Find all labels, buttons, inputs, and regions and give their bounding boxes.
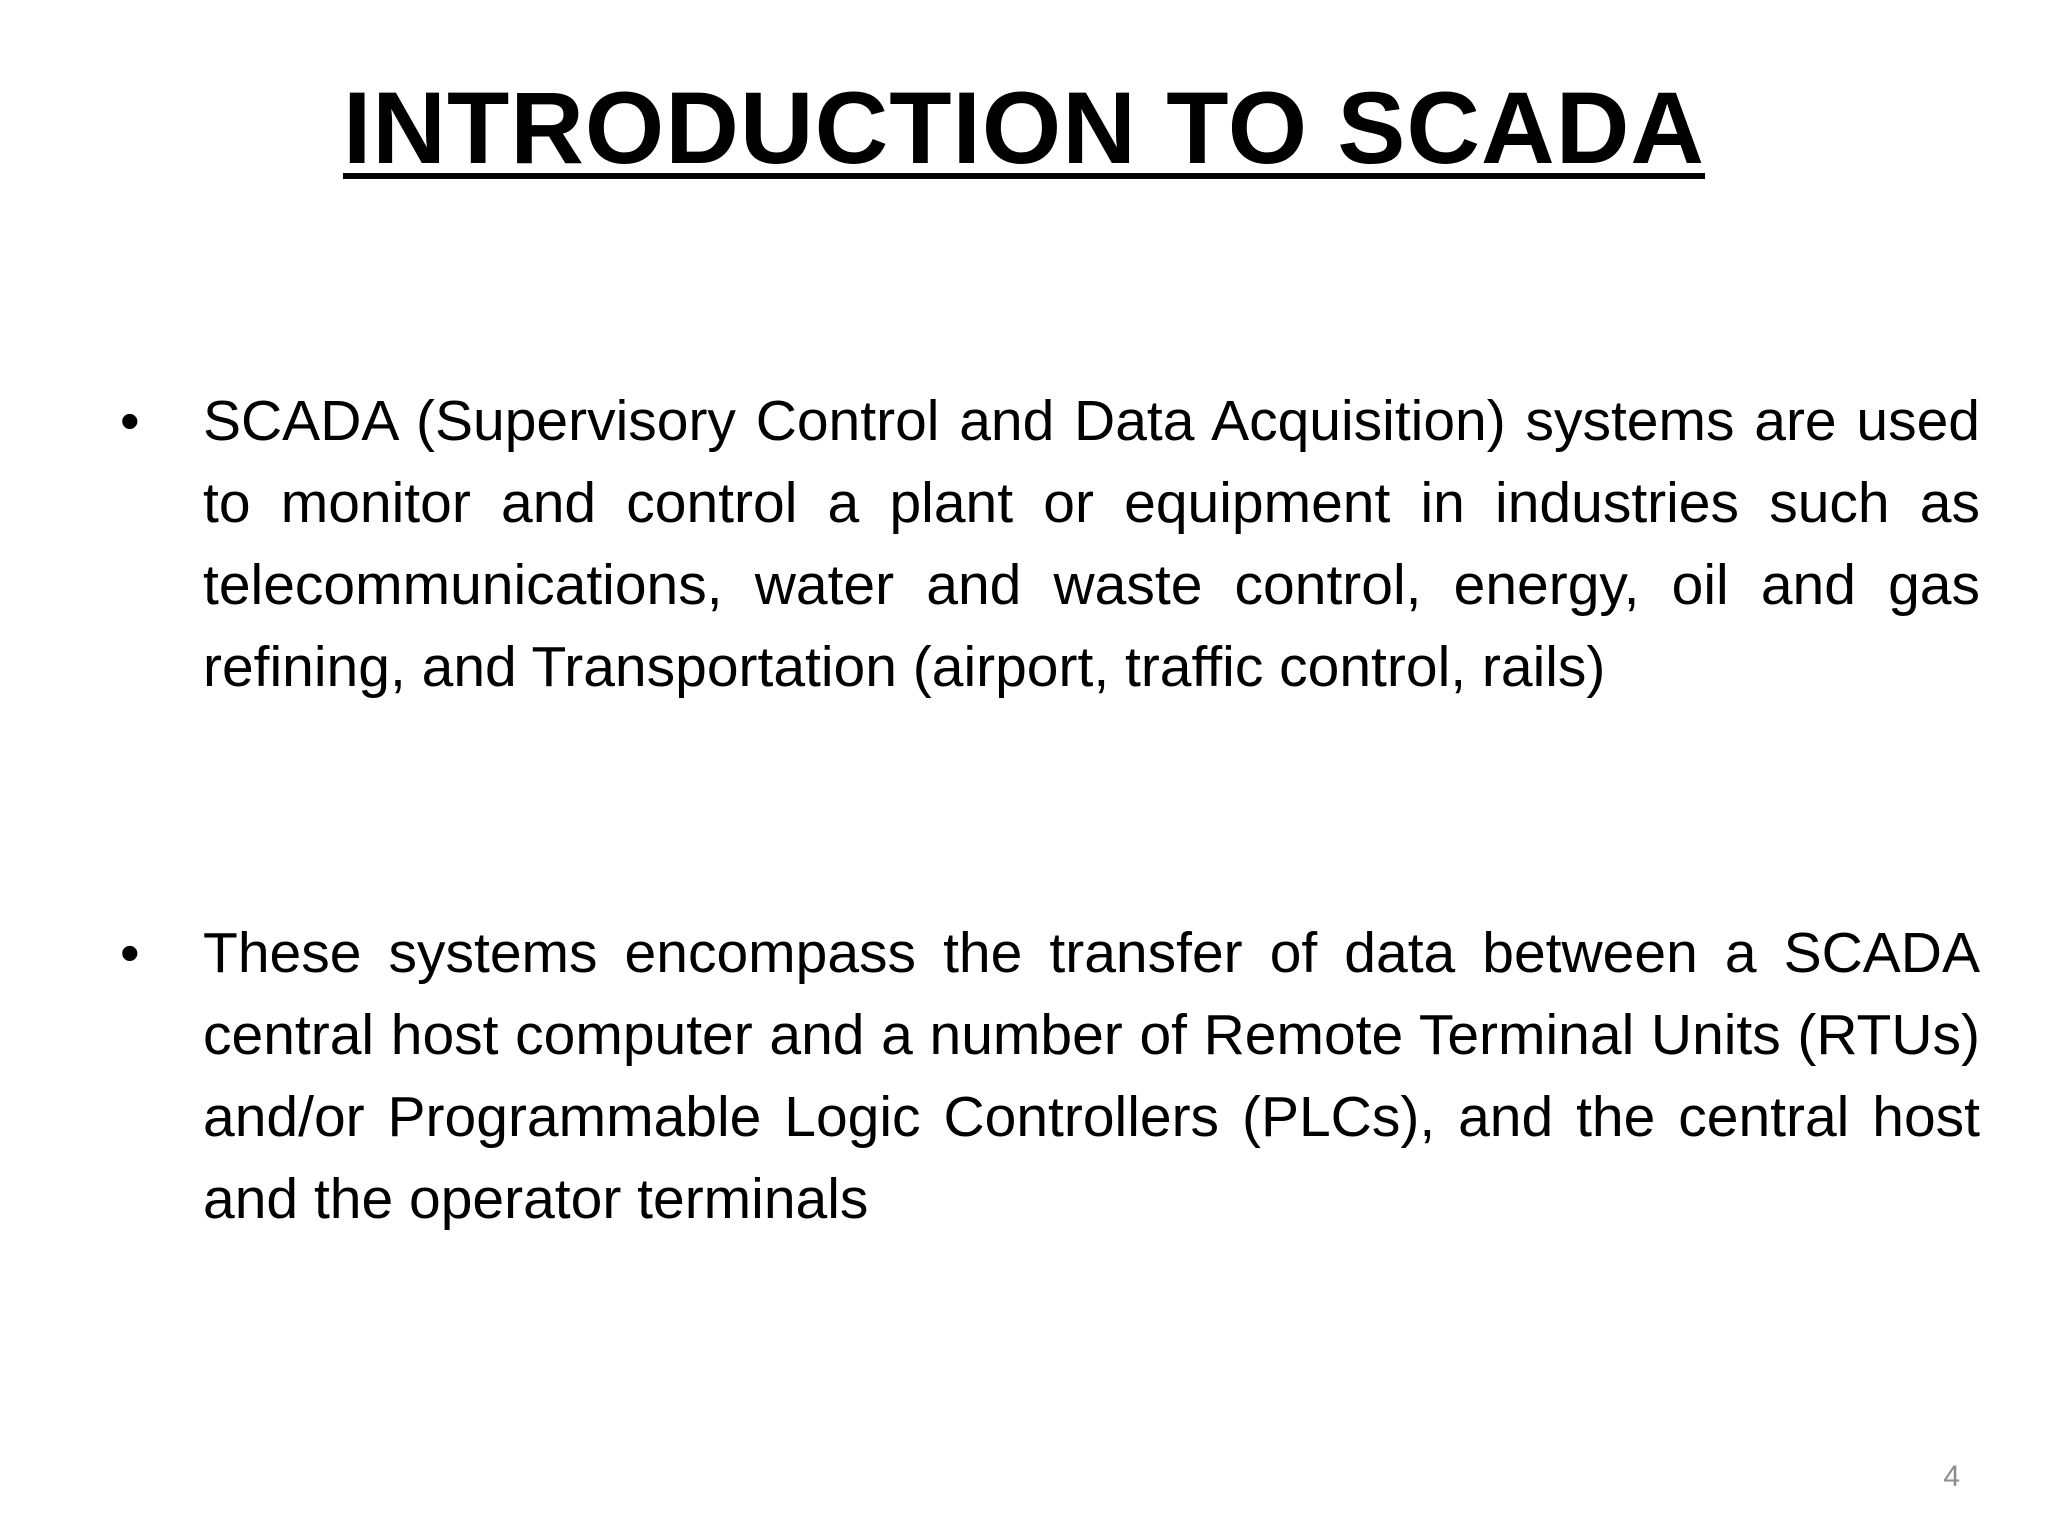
bullet-text: These systems encompass the transfer of data between a SCADA central host computer and a number of Remote Terminal Units (RTUs) and/or Programmable Logic Controllers (PLCs), and the central host and the operator terminals [203, 921, 1980, 1231]
bullet-marker: • [120, 921, 140, 984]
page-number: 4 [1943, 1460, 1960, 1493]
slide-title-text: INTRODUCTION TO SCADA [342, 71, 1706, 185]
bullet-text: SCADA (Supervisory Control and Data Acquisition) systems are used to monitor and control a plant or equipment in industries such as telecommunications, water and waste control, energy, oil and gas refining, and Transportation (airport, traffic control, rails) [203, 389, 1980, 699]
bullet-marker: • [120, 389, 140, 452]
